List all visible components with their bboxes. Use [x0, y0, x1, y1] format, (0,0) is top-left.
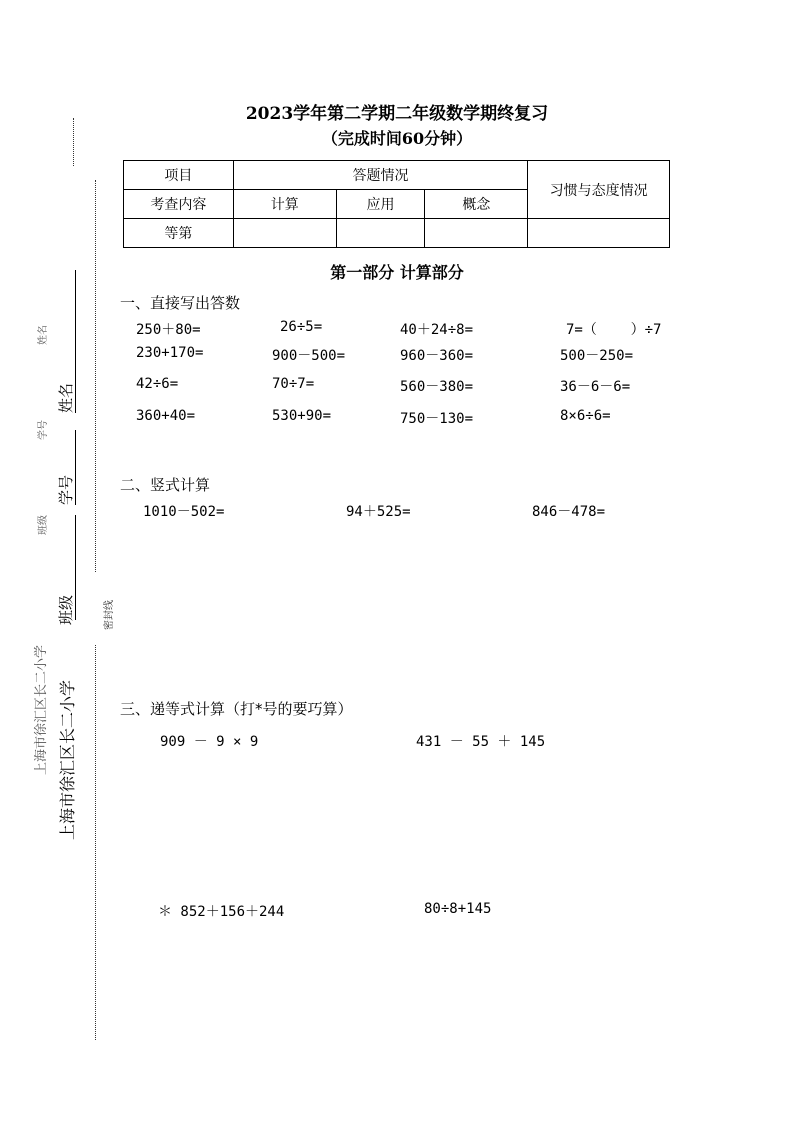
- calc-item: 750－130=: [400, 411, 474, 427]
- page-title: 2023学年第二学期二年级数学期终复习: [245, 104, 549, 124]
- binding-dotted-line-lower: [95, 645, 96, 1040]
- ghost-school-label: 上海市徐汇区长二小学: [34, 644, 49, 775]
- grade-cell-concept[interactable]: [425, 219, 528, 248]
- vertical-calc-item: 1010－502=: [143, 504, 225, 520]
- calc-item: 250＋80=: [136, 322, 201, 338]
- calc-item: 70÷7=: [272, 376, 315, 392]
- calc-item: 42÷6=: [136, 376, 179, 392]
- table-col-concept: 概念: [425, 190, 528, 219]
- table-row-content-label: 考查内容: [124, 190, 234, 219]
- table-row-grade-label: 等第: [124, 219, 234, 248]
- calc-item: 230+170=: [136, 345, 204, 361]
- calc-item: 36－6－6=: [560, 379, 631, 395]
- table-col-apply: 应用: [336, 190, 425, 219]
- sidebar-school-name: 上海市徐汇区长二小学: [58, 679, 77, 840]
- sidebar-name-underline: [75, 270, 76, 413]
- table-header-item: 项目: [124, 161, 234, 190]
- step-calc-item: 431 － 55 ＋ 145: [416, 734, 546, 750]
- ghost-name-label: 姓名: [38, 325, 49, 345]
- section3-title: 三、递等式计算（打*号的要巧算）: [120, 700, 353, 718]
- section2-title: 二、竖式计算: [120, 476, 211, 494]
- calc-item: 500－250=: [560, 348, 634, 364]
- table-col-calc: 计算: [233, 190, 336, 219]
- table-header-answer: 答题情况: [233, 161, 527, 190]
- sidebar-id-underline: [75, 430, 76, 505]
- vertical-calc-item: 846－478=: [532, 504, 606, 520]
- table-header-habit: 习惯与态度情况: [528, 161, 670, 219]
- calc-item: 40＋24÷8=: [400, 322, 474, 338]
- page-subtitle: （完成时间60分钟）: [321, 129, 473, 148]
- sidebar-name-label: 姓名: [57, 382, 75, 413]
- vertical-calc-item: 94＋525=: [346, 504, 411, 520]
- calc-item: 360+40=: [136, 408, 196, 424]
- calc-item: 7=（ ）÷7: [566, 322, 662, 338]
- calc-item: 26÷5=: [280, 319, 323, 335]
- sidebar-class-underline: [75, 515, 76, 620]
- ghost-id-label: 学号: [38, 420, 49, 440]
- score-table: [123, 160, 670, 248]
- grade-cell-apply[interactable]: [336, 219, 425, 248]
- sidebar-id-label: 学号: [57, 474, 75, 505]
- calc-item: 530+90=: [272, 408, 332, 424]
- calc-item: 560－380=: [400, 379, 474, 395]
- step-calc-item: 80÷8+145: [424, 901, 492, 917]
- part1-title: 第一部分 计算部分: [330, 263, 464, 282]
- grade-cell-habit[interactable]: [528, 219, 670, 248]
- seal-line-text: 密封线: [104, 600, 115, 630]
- step-calc-item: 909 － 9 × 9: [160, 734, 259, 750]
- calc-item: 900－500=: [272, 348, 346, 364]
- binding-dotted-line-upper: [95, 180, 96, 572]
- sidebar-class-label: 班级: [57, 594, 75, 625]
- grade-cell-calc[interactable]: [233, 219, 336, 248]
- calc-item: 8×6÷6=: [560, 408, 611, 424]
- calc-item: 960－360=: [400, 348, 474, 364]
- step-calc-item: ＊ 852＋156＋244: [158, 904, 285, 920]
- section1-title: 一、直接写出答数: [120, 294, 241, 312]
- ghost-class-label: 班级: [38, 515, 49, 535]
